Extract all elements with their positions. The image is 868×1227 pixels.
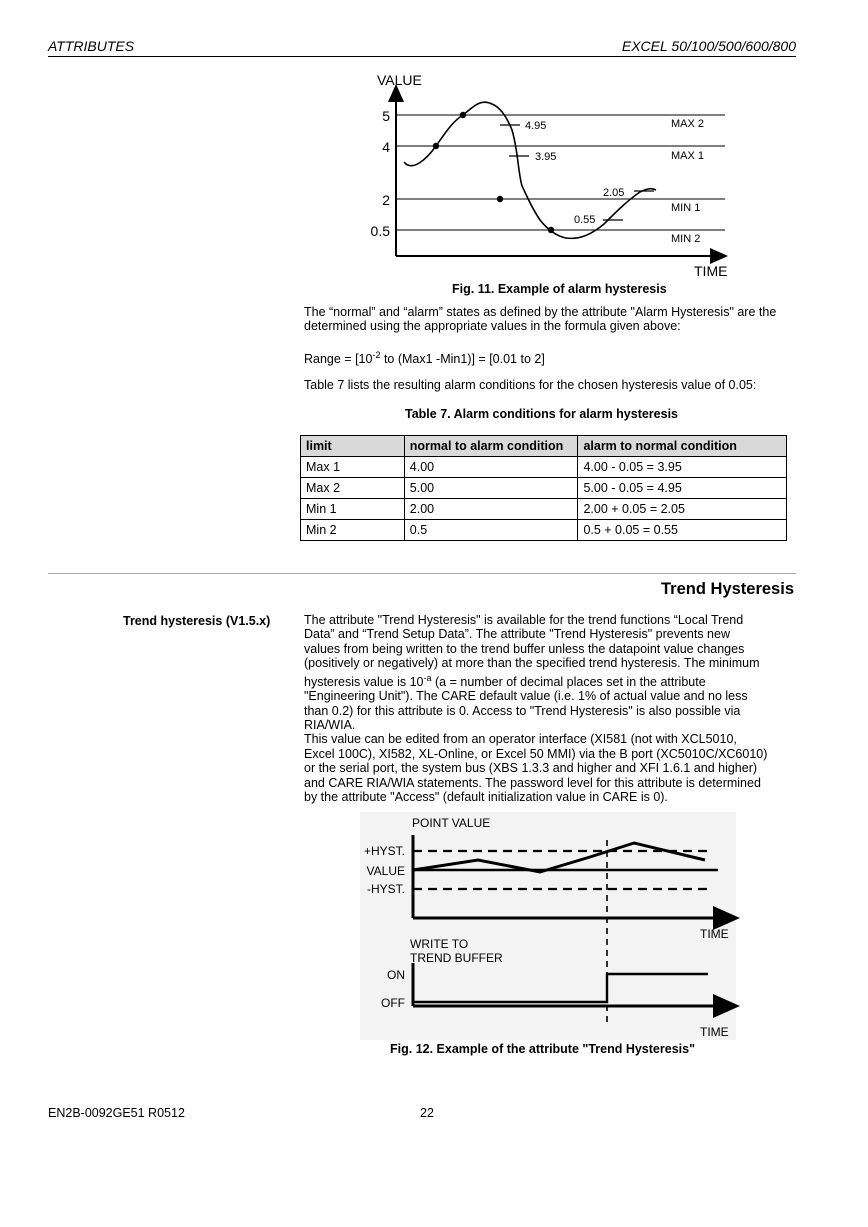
body-line: Excel 100C), XI582, XL-Online, or Excel 50 MMI) via the B port (XC5010C/XC6010) [304,746,768,761]
fig11-y-tick-2: 2 [382,192,390,208]
paragraph-table-intro: Table 7 lists the resulting alarm conditions for the chosen hysteresis value of 0.05: [304,378,757,392]
fig11-label-2-05: 2.05 [603,187,625,199]
table-row [301,478,787,499]
table-row [301,457,787,478]
table7-header-alarm-to-normal: alarm to normal condition [578,436,787,457]
table7-header-limit: limit [301,436,405,457]
table-row [301,520,787,541]
fig11-caption: Fig. 11. Example of alarm hysteresis [452,282,667,296]
fig12-lower-time-label: TIME [700,1025,729,1039]
fig12-write-signal [413,974,708,1002]
table-cell: 4.00 [404,457,578,478]
body-line: This value can be edited from an operator interface (XI581 (not with XCL5010, [304,732,737,747]
table-cell: 5.00 [404,478,578,499]
body-line: RIA/WIA. [304,718,356,732]
fig11-label-4-95: 4.95 [525,120,547,132]
fig11-x-axis-label: TIME [694,263,728,279]
fig11-label-0-55: 0.55 [574,214,596,226]
fig11-label-min2: MIN 2 [671,233,701,245]
side-label-trend-hysteresis: Trend hysteresis (V1.5.x) [123,614,271,628]
fig11-label-min1: MIN 1 [671,202,701,214]
fig11-y-tick-0-5: 0.5 [370,223,390,239]
table-cell: 4.00 - 0.05 = 3.95 [578,457,787,478]
fig12-write-to-label: WRITE TO [410,937,469,951]
table7-caption: Table 7. Alarm conditions for alarm hysteresis [405,407,679,421]
fig12-upper-time-label: TIME [700,927,729,941]
body-line: than 0.2) for this attribute is 0. Access to "Trend Hysteresis" is also possible via [304,703,741,718]
body-line: (positively or negatively) at more than the specified trend hysteresis. The minimum [304,656,760,671]
header-right: EXCEL 50/100/500/600/800 [621,38,796,54]
fig11-label-max2: MAX 2 [671,118,705,130]
fig11-y-axis-label: VALUE [377,72,422,88]
fig12-on-label: ON [387,968,405,982]
table-cell: Max 1 [301,457,405,478]
fig11-alarm-hysteresis-diagram [0,0,868,290]
fig11-label-max1: MAX 1 [671,150,705,162]
body-line: Data” and “Trend Setup Data”. The attribute "Trend Hysteresis" prevents new [304,627,730,642]
section-divider [48,573,796,574]
fig11-point-min2-crossing [548,227,554,233]
table-row [301,499,787,520]
table-cell: Max 2 [301,478,405,499]
table-cell: 2.00 [404,499,578,520]
table-cell: Min 1 [301,499,405,520]
body-line: The attribute "Trend Hysteresis" is available for the trend functions “Local Trend [304,613,744,627]
fig12-point-value-label: POINT VALUE [412,816,491,830]
fig12-signal-line [413,843,705,872]
fig11-y-tick-5: 5 [382,108,390,124]
fig12-trend-hysteresis-diagram [0,800,868,1045]
range-formula: Range = [$10^{-2}$ to (Max1 -Min1)] = [0.01 to 2] [304,350,545,367]
body-line: and CARE RIA/WIA statements. The password level for this attribute is determined [304,775,761,790]
fig11-point-max1-crossing [433,143,439,149]
fig11-point-min1-crossing [497,196,503,202]
body-line: "Engineering Unit"). The CARE default value (i.e. 1% of actual value and no less [304,689,748,704]
table7-alarm-conditions [300,435,787,541]
table-cell: 2.00 + 0.05 = 2.05 [578,499,787,520]
fig12-off-label: OFF [381,996,405,1010]
fig12-caption: Fig. 12. Example of the attribute "Trend Hysteresis" [390,1042,695,1056]
footer-page-number: 22 [420,1106,434,1120]
fig11-label-3-95: 3.95 [535,151,557,163]
table7-header-normal-to-alarm: normal to alarm condition [404,436,578,457]
table7-header-row [301,436,787,457]
body-line: hysteresis value is $10^{-a}$ (a = number of decimal places set in the attribute [304,672,706,689]
body-line: or the serial port, the system bus (XBS 1.3.3 and higher and XFI 1.6.1 and higher) [304,761,758,776]
fig11-point-max2-crossing [460,112,466,118]
fig12-value-label: VALUE [366,864,405,878]
fig12-plus-hyst-label: +HYST. [363,844,405,858]
section-title: Trend Hysteresis [661,580,794,598]
fig11-y-tick-4: 4 [382,139,390,155]
header-left: ATTRIBUTES [48,38,135,54]
table-cell: 0.5 [404,520,578,541]
fig12-minus-hyst-label: -HYST. [366,882,405,896]
table-cell: 5.00 - 0.05 = 4.95 [578,478,787,499]
paragraph-alarm-states: The “normal” and “alarm” states as defined by the attribute "Alarm Hysteresis" are the determined using the appropriate values in the formula given above: [304,305,777,334]
fig12-trend-buffer-label: TREND BUFFER [410,951,503,965]
footer-doc-number: EN2B-0092GE51 R0512 [48,1106,185,1120]
trend-hysteresis-body [304,613,804,804]
body-line: by the attribute "Access" (default initialization value in CARE is 0). [304,790,668,805]
body-line: values from being written to the trend buffer unless the datapoint value changes [304,641,745,656]
table-cell: Min 2 [301,520,405,541]
table-cell: 0.5 + 0.05 = 0.55 [578,520,787,541]
